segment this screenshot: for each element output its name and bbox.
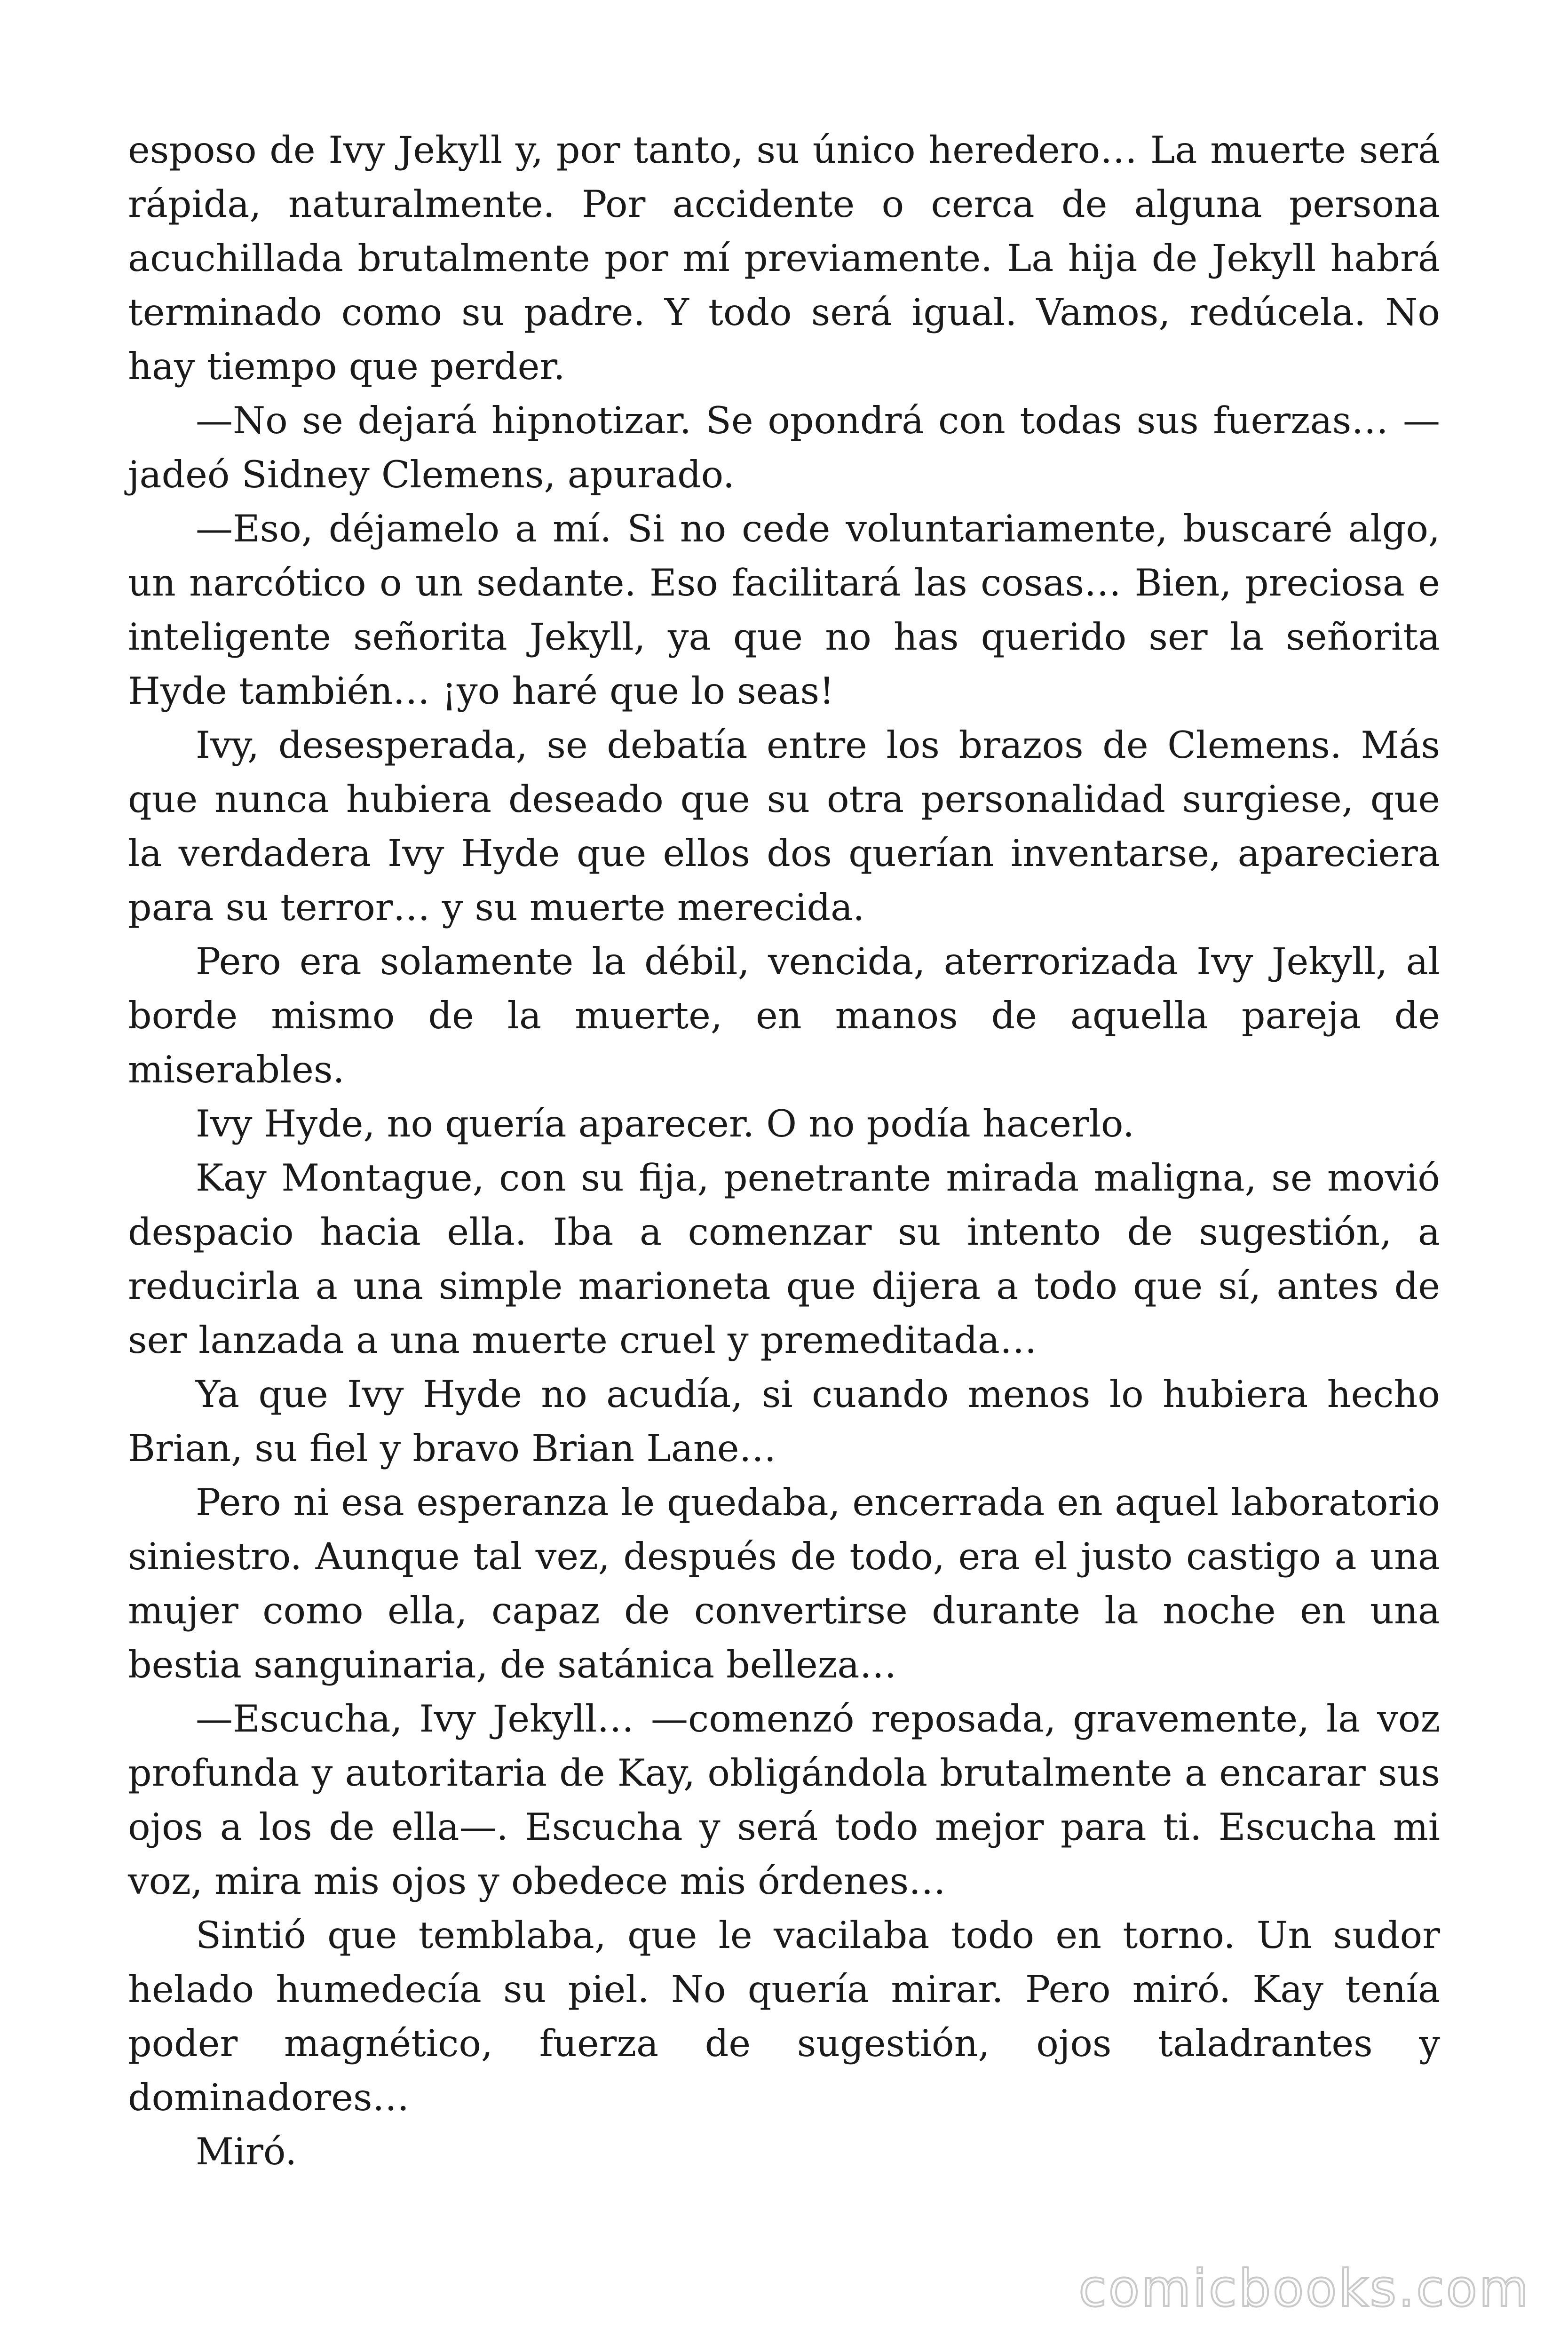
paragraph: Ivy Hyde, no quería aparecer. O no podía hacerlo. [196,1102,1135,1145]
paragraph: Pero era solamente la débil, vencida, aterrorizada Ivy Jekyll, al borde mismo de la muerte, en manos de aquella pareja de miserables. [128,940,1440,1091]
paragraph: Ivy, desesperada, se debatía entre los brazos de Clemens. Más que nunca hubiera deseado que su otra personalidad surgiese, que la verdadera Ivy Hyde que ellos dos querían inventarse, apareciera para su terror… y su muerte merecida. [128,723,1440,929]
paragraph: —No se dejará hipnotizar. Se opondrá con todas sus fuerzas… —jadeó Sidney Clemens, apurado. [128,399,1440,496]
paragraph: —Eso, déjamelo a mí. Si no cede voluntariamente, buscaré algo, un narcótico o un sedante. Eso facilitará las cosas… Bien, preciosa e inteligente señorita Jekyll, ya que no has querido ser la señorita Hyde también… ¡yo haré que lo seas! [128,507,1440,713]
paragraph: Miró. [196,2130,297,2173]
watermark: comicbooks.com [1078,2259,1530,2318]
paragraph: Kay Montague, con su fija, penetrante mirada maligna, se movió despacio hacia ella. Iba a comenzar su intento de sugestión, a reducirla a una simple marioneta que dijera a todo que sí, antes de ser lanzada a una muerte cruel y premeditada… [128,1156,1440,1362]
paragraph: Sintió que temblaba, que le vacilaba todo en torno. Un sudor helado humedecía su piel. No quería mirar. Pero miró. Kay tenía poder magnético, fuerza de sugestión, ojos taladrantes y dominadores… [128,1914,1440,2119]
paragraph: Ya que Ivy Hyde no acudía, si cuando menos lo hubiera hecho Brian, su fiel y bravo Brian Lane… [128,1373,1440,1470]
book-page-text [128,123,1440,2179]
paragraph: —Escucha, Ivy Jekyll… —comenzó reposada, gravemente, la voz profunda y autoritaria de Kay, obligándola brutalmente a encarar sus ojos a los de ella—. Escucha y será todo mejor para ti. Escucha mi voz, mira mis ojos y obedece mis órdenes… [128,1697,1440,1903]
paragraph: esposo de Ivy Jekyll y, por tanto, su único heredero… La muerte será rápida, naturalmente. Por accidente o cerca de alguna persona acuchillada brutalmente por mí previamente. La hija de Jekyll habrá terminado como su padre. Y todo será igual. Vamos, redúcela. No hay tiempo que perder. [128,128,1440,388]
paragraph: Pero ni esa esperanza le quedaba, encerrada en aquel laboratorio siniestro. Aunque tal vez, después de todo, era el justo castigo a una mujer como ella, capaz de convertirse durante la noche en una bestia sanguinaria, de satánica belleza… [128,1481,1440,1686]
